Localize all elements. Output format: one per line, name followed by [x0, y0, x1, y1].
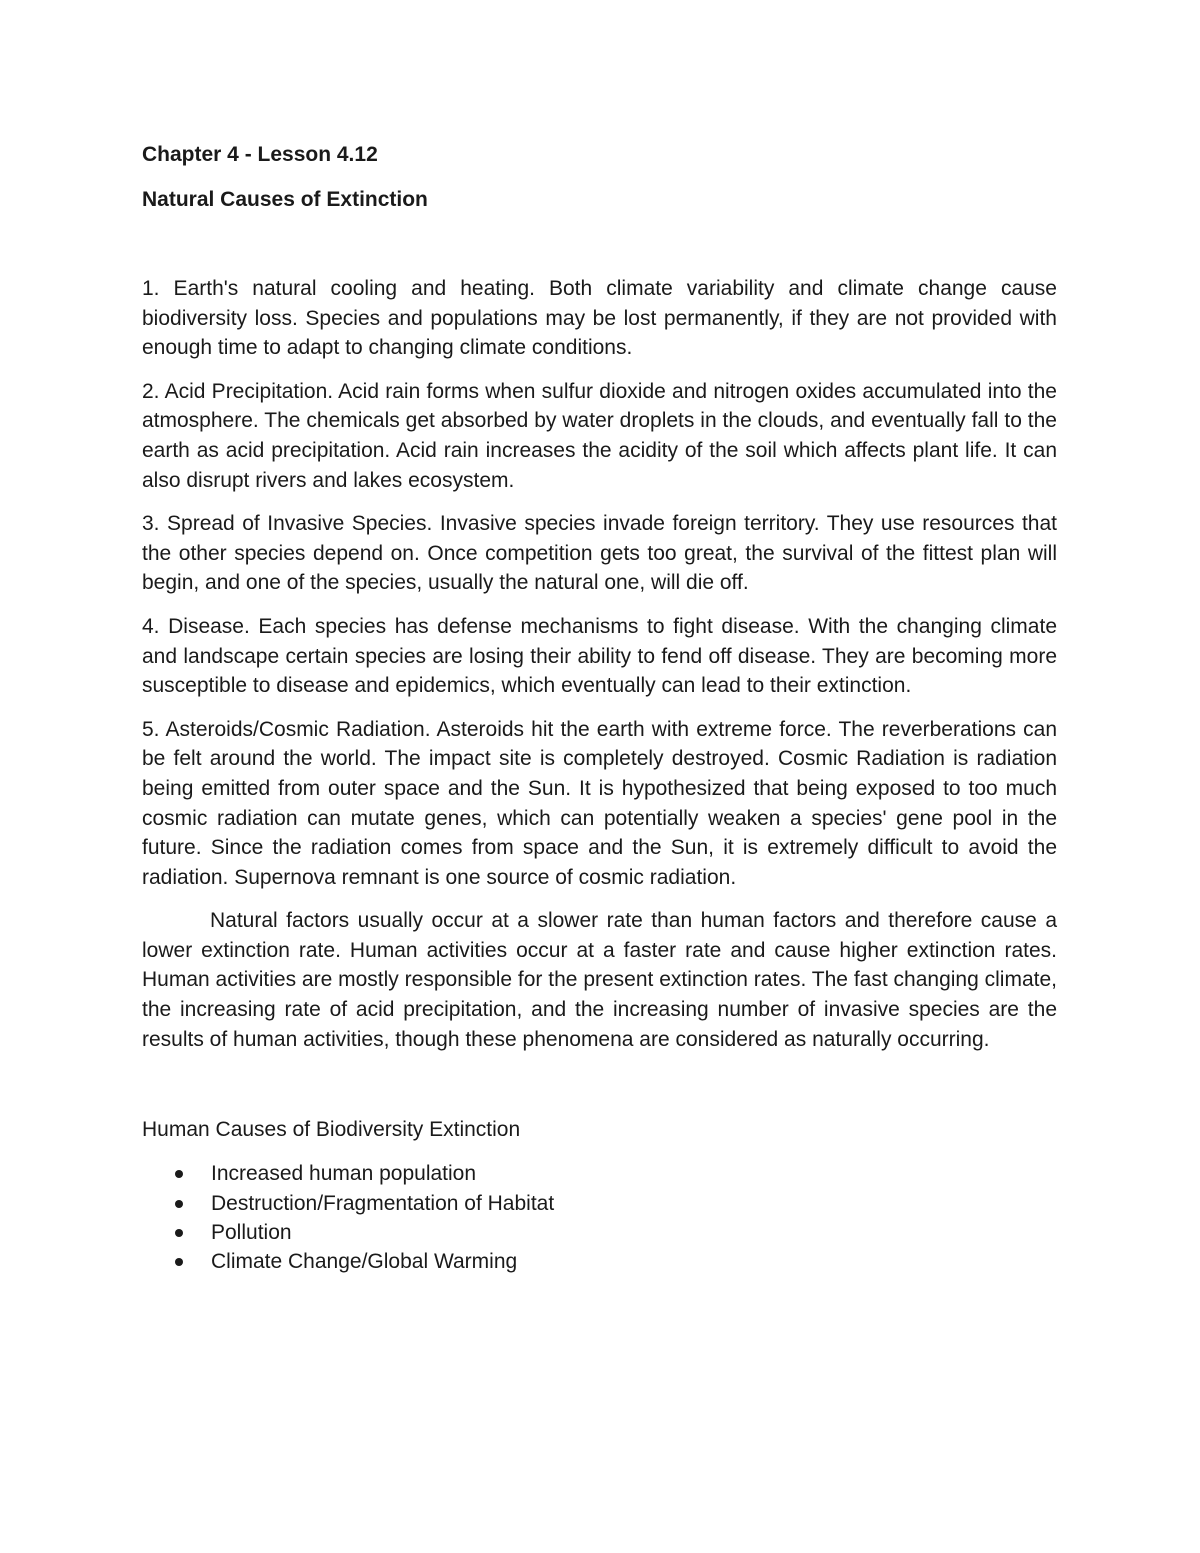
chapter-title: Chapter 4 - Lesson 4.12	[142, 143, 378, 166]
paragraph-invasive-species: 3. Spread of Invasive Species. Invasive species invade foreign territory. They use resources that the other species depend on. Once competition gets too great, the survival of the fittest plan will begin, and one of the species, usually the natural one, will die off.	[142, 512, 1057, 595]
document-page	[142, 140, 1057, 1276]
human-causes-list	[142, 1159, 1057, 1276]
section-title: Natural Causes of Extinction	[142, 188, 428, 211]
list-item-label: Pollution	[211, 1220, 292, 1244]
list-item	[142, 1159, 1057, 1188]
paragraph-cosmic-radiation: 5. Asteroids/Cosmic Radiation. Asteroids hit the earth with extreme force. The reverberations can be felt around the world. The impact site is completely destroyed. Cosmic Radiation is radiation being emitted from outer space and the Sun. It is hypothesized that being exposed to too much cosmic radiation can mutate genes, which can potentially weaken a species' gene pool in the future. Since the radiation comes from space and the Sun, it is extremely difficult to avoid the radiation. Supernova remnant is one source of cosmic radiation.	[142, 717, 1057, 889]
list-item-label: Climate Change/Global Warming	[211, 1250, 518, 1274]
paragraph-disease: 4. Disease. Each species has defense mechanisms to fight disease. With the changing climate and landscape certain species are losing their ability to fend off disease. They are becoming more susceptible to disease and epidemics, which eventually can lead to their extinction.	[142, 614, 1057, 698]
human-causes-heading: Human Causes of Biodiversity Extinction	[142, 1118, 521, 1142]
list-item-label: Increased human population	[211, 1162, 477, 1186]
paragraph-climate: 1. Earth's natural cooling and heating. Both climate variability and climate change cause biodiversity loss. Species and populations may be lost permanently, if they are not provided with enough time to adapt to changing climate conditions.	[142, 277, 1057, 360]
bullet-icon	[175, 1200, 183, 1208]
bullet-icon	[175, 1170, 183, 1178]
list-item	[142, 1189, 1057, 1218]
list-item	[142, 1218, 1057, 1247]
paragraph-acid-precipitation: 2. Acid Precipitation. Acid rain forms when sulfur dioxide and nitrogen oxides accumulated into the atmosphere. The chemicals get absorbed by water droplets in the clouds, and eventually fall to the earth as acid precipitation. Acid rain increases the acidity of the soil which affects plant life. It can also disrupt rivers and lakes ecosystem.	[142, 379, 1057, 492]
list-item-label: Destruction/Fragmentation of Habitat	[211, 1191, 555, 1215]
list-item	[142, 1247, 1057, 1276]
bullet-icon	[175, 1229, 183, 1237]
bullet-icon	[175, 1258, 183, 1266]
paragraph-summary: Natural factors usually occur at a slower rate than human factors and therefore cause a lower extinction rate. Human activities occur at a faster rate and cause higher extinction rates. Human activities are mostly responsible for the present extinction rates. The fast changing climate, the increasing rate of acid precipitation, and the increasing number of invasive species are the results of human activities, though these phenomena are considered as naturally occurring.	[142, 909, 1057, 1051]
